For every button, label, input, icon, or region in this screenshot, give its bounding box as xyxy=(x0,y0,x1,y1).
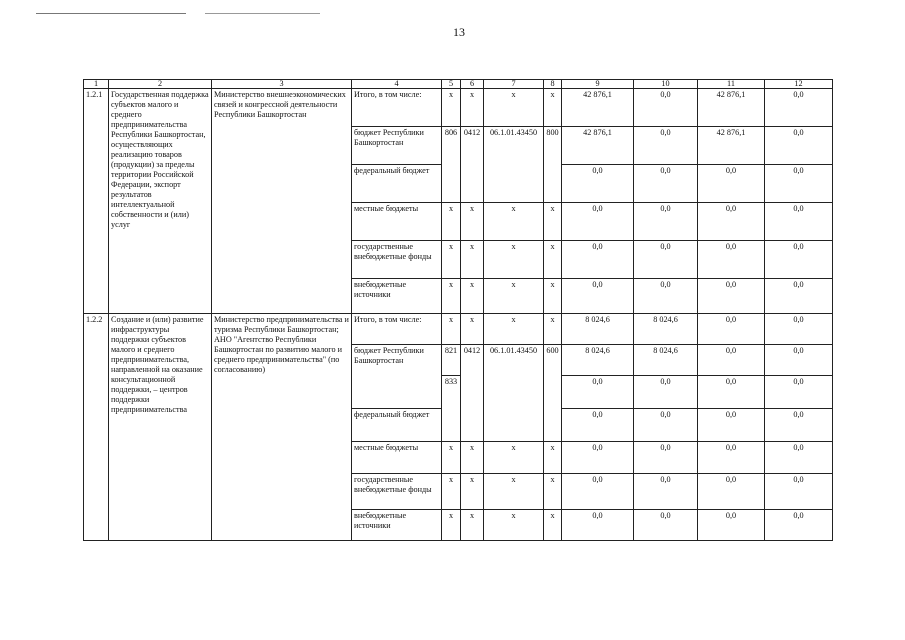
funding-source: Итого, в том числе: xyxy=(352,89,442,127)
cell-c6: 0412 xyxy=(461,127,484,203)
cell-c10: 0,0 xyxy=(634,203,698,241)
cell-c9: 0,0 xyxy=(562,241,634,279)
header-cell: 10 xyxy=(634,80,698,89)
page-number: 13 xyxy=(453,25,465,39)
funding-source: местные бюджеты xyxy=(352,442,442,474)
header-cell: 2 xyxy=(109,80,212,89)
funding-source: государственные внебюджетные фонды xyxy=(352,241,442,279)
funding-source: Итого, в том числе: xyxy=(352,314,442,345)
cell-c9: 0,0 xyxy=(562,510,634,541)
cell-c8: x xyxy=(544,510,562,541)
funding-source: местные бюджеты xyxy=(352,203,442,241)
cell-c7: x xyxy=(484,203,544,241)
header-cell: 8 xyxy=(544,80,562,89)
cell-c12: 0,0 xyxy=(765,241,833,279)
cell-c7: x xyxy=(484,474,544,510)
table-row xyxy=(84,314,833,345)
cell-c9: 0,0 xyxy=(562,279,634,314)
cell-c8: 800 xyxy=(544,127,562,203)
cell-c11: 42 876,1 xyxy=(698,127,765,165)
cell-c11: 0,0 xyxy=(698,203,765,241)
cell-c5: x xyxy=(442,203,461,241)
table-row xyxy=(84,89,833,127)
cell-c8: x xyxy=(544,89,562,127)
cell-c12: 0,0 xyxy=(765,127,833,165)
cell-c9: 8 024,6 xyxy=(562,314,634,345)
cell-c6: x xyxy=(461,474,484,510)
cell-c10: 0,0 xyxy=(634,409,698,442)
cell-c9: 0,0 xyxy=(562,442,634,474)
cell-c6: x xyxy=(461,510,484,541)
cell-c12: 0,0 xyxy=(765,474,833,510)
cell-c9: 0,0 xyxy=(562,203,634,241)
cell-c6: 0412 xyxy=(461,345,484,442)
cell-c8: x xyxy=(544,241,562,279)
cell-c12: 0,0 xyxy=(765,165,833,203)
header-cell: 5 xyxy=(442,80,461,89)
cell-c12: 0,0 xyxy=(765,314,833,345)
top-scan-line xyxy=(205,13,320,14)
cell-c11: 0,0 xyxy=(698,442,765,474)
funding-source: бюджет Республики Башкортостан xyxy=(352,127,442,165)
cell-c8: x xyxy=(544,203,562,241)
cell-c12: 0,0 xyxy=(765,89,833,127)
funding-source: бюджет Республики Башкортостан xyxy=(352,345,442,409)
cell-c9: 42 876,1 xyxy=(562,89,634,127)
header-cell: 3 xyxy=(212,80,352,89)
cell-c10: 0,0 xyxy=(634,474,698,510)
cell-c7: x xyxy=(484,89,544,127)
cell-c6: x xyxy=(461,89,484,127)
cell-c11: 0,0 xyxy=(698,279,765,314)
cell-c5: x xyxy=(442,442,461,474)
cell-c12: 0,0 xyxy=(765,442,833,474)
cell-c11: 0,0 xyxy=(698,345,765,376)
cell-c9: 0,0 xyxy=(562,165,634,203)
cell-c12: 0,0 xyxy=(765,345,833,376)
cell-c7: x xyxy=(484,314,544,345)
cell-c5: x xyxy=(442,510,461,541)
cell-c5: x xyxy=(442,241,461,279)
cell-c7: x xyxy=(484,241,544,279)
cell-c5: 833 xyxy=(442,376,461,442)
funding-source: государственные внебюджетные фонды xyxy=(352,474,442,510)
cell-c7: 06.1.01.43450 xyxy=(484,127,544,203)
cell-c6: x xyxy=(461,442,484,474)
cell-c10: 0,0 xyxy=(634,241,698,279)
cell-c10: 8 024,6 xyxy=(634,314,698,345)
funding-source: внебюджетные источники xyxy=(352,279,442,314)
cell-c6: x xyxy=(461,279,484,314)
cell-c12: 0,0 xyxy=(765,279,833,314)
header-cell: 11 xyxy=(698,80,765,89)
cell-c11: 0,0 xyxy=(698,165,765,203)
cell-c12: 0,0 xyxy=(765,510,833,541)
cell-c5: x xyxy=(442,279,461,314)
cell-c10: 0,0 xyxy=(634,127,698,165)
item-executor: Министерство предпринимательства и туризма Республики Башкортостан; АНО "Агентство Республики Башкортостан по развитию малого и среднего предпринимательства" (по согласованию) xyxy=(212,314,352,541)
cell-c8: x xyxy=(544,442,562,474)
cell-c12: 0,0 xyxy=(765,409,833,442)
cell-c6: x xyxy=(461,203,484,241)
cell-c12: 0,0 xyxy=(765,203,833,241)
cell-c5: 806 xyxy=(442,127,461,203)
cell-c11: 0,0 xyxy=(698,409,765,442)
cell-c11: 42 876,1 xyxy=(698,89,765,127)
cell-c7: 06.1.01.43450 xyxy=(484,345,544,442)
funding-source: федеральный бюджет xyxy=(352,165,442,203)
cell-c7: x xyxy=(484,279,544,314)
item-name: Государственная поддержка субъектов малого и среднего предпринимательства Республики Башкортостан, осуществляющих реализацию товаров (продукции) за пределы территории Российской Федерации, экспорт результатов интеллектуальной собственности и (или) услуг xyxy=(109,89,212,314)
funding-source: федеральный бюджет xyxy=(352,409,442,442)
cell-c9: 0,0 xyxy=(562,474,634,510)
item-executor: Министерство внешнеэкономических связей и конгрессной деятельности Республики Башкортостан xyxy=(212,89,352,314)
cell-c5: 821 xyxy=(442,345,461,376)
cell-c6: x xyxy=(461,241,484,279)
header-cell: 9 xyxy=(562,80,634,89)
cell-c6: x xyxy=(461,314,484,345)
header-cell: 12 xyxy=(765,80,833,89)
cell-c5: x xyxy=(442,89,461,127)
cell-c10: 0,0 xyxy=(634,279,698,314)
cell-c7: x xyxy=(484,510,544,541)
cell-c10: 0,0 xyxy=(634,89,698,127)
header-cell: 1 xyxy=(84,80,109,89)
header-cell: 6 xyxy=(461,80,484,89)
cell-c7: x xyxy=(484,442,544,474)
item-number: 1.2.1 xyxy=(84,89,109,314)
cell-c10: 0,0 xyxy=(634,442,698,474)
cell-c8: x xyxy=(544,474,562,510)
item-name: Создание и (или) развитие инфраструктуры поддержки субъектов малого и среднего предпринимательства, направленной на оказание консультационной поддержки, – центров поддержки предпринимательства xyxy=(109,314,212,541)
cell-c5: x xyxy=(442,474,461,510)
cell-c11: 0,0 xyxy=(698,376,765,409)
cell-c9: 8 024,6 xyxy=(562,345,634,376)
header-row xyxy=(84,80,833,89)
cell-c8: 600 xyxy=(544,345,562,442)
cell-c10: 8 024,6 xyxy=(634,345,698,376)
cell-c8: x xyxy=(544,279,562,314)
cell-c11: 0,0 xyxy=(698,314,765,345)
cell-c5: x xyxy=(442,314,461,345)
header-cell: 7 xyxy=(484,80,544,89)
cell-c10: 0,0 xyxy=(634,376,698,409)
cell-c9: 0,0 xyxy=(562,376,634,409)
cell-c11: 0,0 xyxy=(698,510,765,541)
top-scan-line xyxy=(36,13,186,14)
cell-c10: 0,0 xyxy=(634,510,698,541)
cell-c11: 0,0 xyxy=(698,474,765,510)
cell-c8: x xyxy=(544,314,562,345)
item-number: 1.2.2 xyxy=(84,314,109,541)
cell-c10: 0,0 xyxy=(634,165,698,203)
cell-c11: 0,0 xyxy=(698,241,765,279)
program-table xyxy=(83,79,833,541)
cell-c12: 0,0 xyxy=(765,376,833,409)
header-cell: 4 xyxy=(352,80,442,89)
funding-source: внебюджетные источники xyxy=(352,510,442,541)
cell-c9: 0,0 xyxy=(562,409,634,442)
cell-c9: 42 876,1 xyxy=(562,127,634,165)
